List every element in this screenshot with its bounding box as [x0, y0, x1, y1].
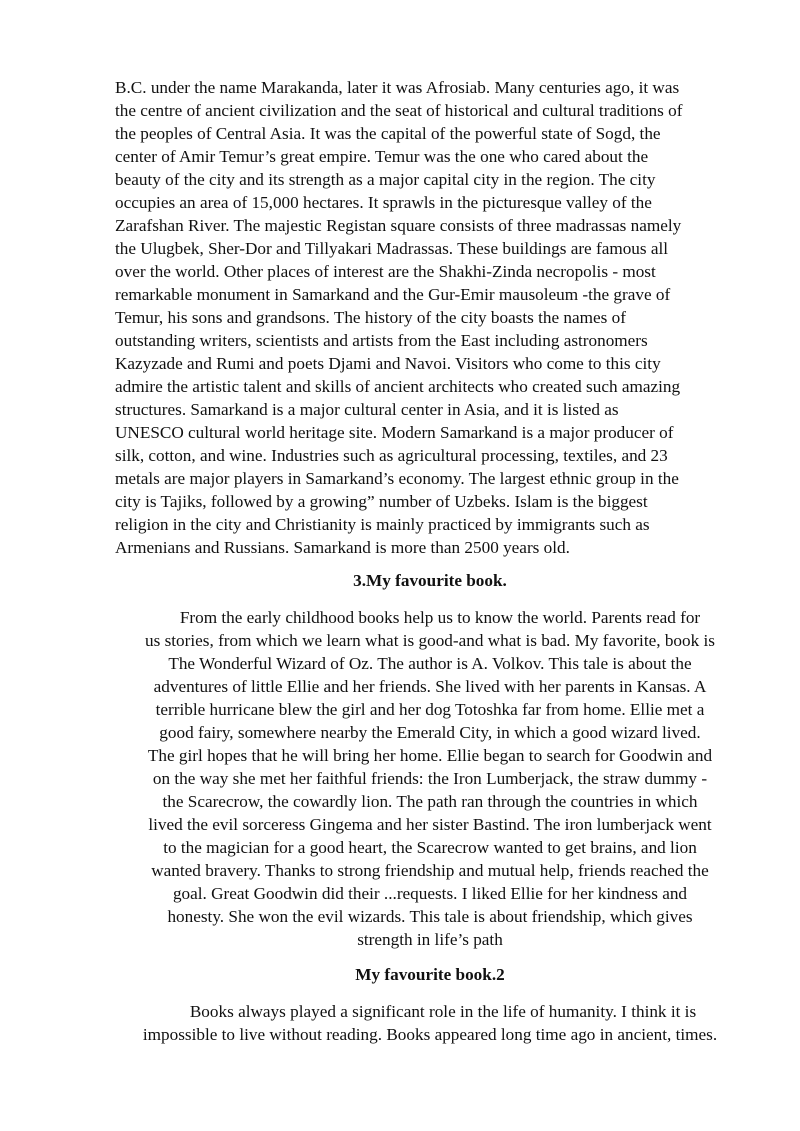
text-line: beauty of the city and its strength as a major capital city in the region. The city	[115, 170, 656, 189]
text-line: religion in the city and Christianity is mainly practiced by immigrants such as	[115, 515, 650, 534]
samarkand-paragraph	[115, 76, 745, 559]
text-line: good fairy, somewhere nearby the Emerald City, in which a good wizard lived.	[159, 723, 701, 742]
text-line: center of Amir Temur’s great empire. Temur was the one who cared about the	[115, 147, 649, 166]
text-line: over the world. Other places of interest are the Shakhi-Zinda necropolis - most	[115, 262, 656, 281]
text-line: the centre of ancient civilization and the seat of historical and cultural traditions of	[115, 101, 683, 120]
favourite-book-paragraph	[115, 606, 745, 951]
text-line: structures. Samarkand is a major cultural center in Asia, and it is listed as	[115, 400, 619, 419]
document-page	[115, 76, 745, 1046]
text-line: Temur, his sons and grandsons. The history of the city boasts the names of	[115, 308, 626, 327]
text-line: goal. Great Goodwin did their ...requests. I liked Ellie for her kindness and	[172, 884, 688, 903]
text-line: to the magician for a good heart, the Scarecrow wanted to get brains, and lion	[163, 838, 697, 857]
text-line: honesty. She won the evil wizards. This tale is about friendship, which gives	[167, 907, 693, 926]
text-line: From the early childhood books help us to know the world. Parents read for	[179, 608, 701, 627]
section-heading-favourite-book: 3.My favourite book.	[353, 571, 507, 590]
text-line: the Scarecrow, the cowardly lion. The path ran through the countries in which	[162, 792, 698, 811]
text-line: The girl hopes that he will bring her home. Ellie began to search for Goodwin and	[147, 746, 713, 765]
text-line: occupies an area of 15,000 hectares. It sprawls in the picturesque valley of the	[115, 193, 652, 212]
text-line: Zarafshan River. The majestic Registan square consists of three madrassas namely	[115, 216, 682, 235]
text-line: adventures of little Ellie and her friends. She lived with her parents in Kansas. A	[153, 677, 707, 696]
text-line: admire the artistic talent and skills of ancient architects who created such amazing	[115, 377, 681, 396]
text-line: the Ulugbek, Sher-Dor and Tillyakari Madrassas. These buildings are famous all	[115, 239, 669, 258]
text-line: terrible hurricane blew the girl and her dog Totoshka far from home. Ellie met a	[155, 700, 705, 719]
text-line: lived the evil sorceress Gingema and her sister Bastind. The iron lumberjack went	[148, 815, 712, 834]
text-line: Armenians and Russians. Samarkand is more than 2500 years old.	[115, 538, 570, 557]
text-line: city is Tajiks, followed by a growing” number of Uzbeks. Islam is the biggest	[115, 492, 648, 511]
favourite-book-2-paragraph	[115, 1000, 745, 1046]
section-heading-favourite-book-2: My favourite book.2	[355, 965, 505, 984]
text-line: outstanding writers, scientists and artists from the East including astronomers	[115, 331, 648, 350]
text-line: remarkable monument in Samarkand and the Gur-Emir mausoleum -the grave of	[115, 285, 671, 304]
text-line: wanted bravery. Thanks to strong friendship and mutual help, friends reached the	[151, 861, 709, 880]
text-line: metals are major players in Samarkand’s economy. The largest ethnic group in the	[115, 469, 679, 488]
text-line: us stories, from which we learn what is good-and what is bad. My favorite, book is	[145, 631, 715, 650]
text-line: the peoples of Central Asia. It was the capital of the powerful state of Sogd, the	[115, 124, 661, 143]
text-line: impossible to live without reading. Books appeared long time ago in ancient, times.	[142, 1025, 718, 1044]
text-line: on the way she met her faithful friends: the Iron Lumberjack, the straw dummy -	[152, 769, 708, 788]
text-line: The Wonderful Wizard of Oz. The author is A. Volkov. This tale is about the	[168, 654, 692, 673]
text-line: silk, cotton, and wine. Industries such as agricultural processing, textiles, and 23	[115, 446, 668, 465]
text-line: B.C. under the name Marakanda, later it was Afrosiab. Many centuries ago, it was	[115, 78, 680, 97]
text-line: Books always played a significant role in the life of humanity. I think it is	[189, 1002, 697, 1021]
text-line: strength in life’s path	[357, 930, 503, 949]
text-line: UNESCO cultural world heritage site. Modern Samarkand is a major producer of	[115, 423, 674, 442]
text-line: Kazyzade and Rumi and poets Djami and Navoi. Visitors who come to this city	[115, 354, 661, 373]
